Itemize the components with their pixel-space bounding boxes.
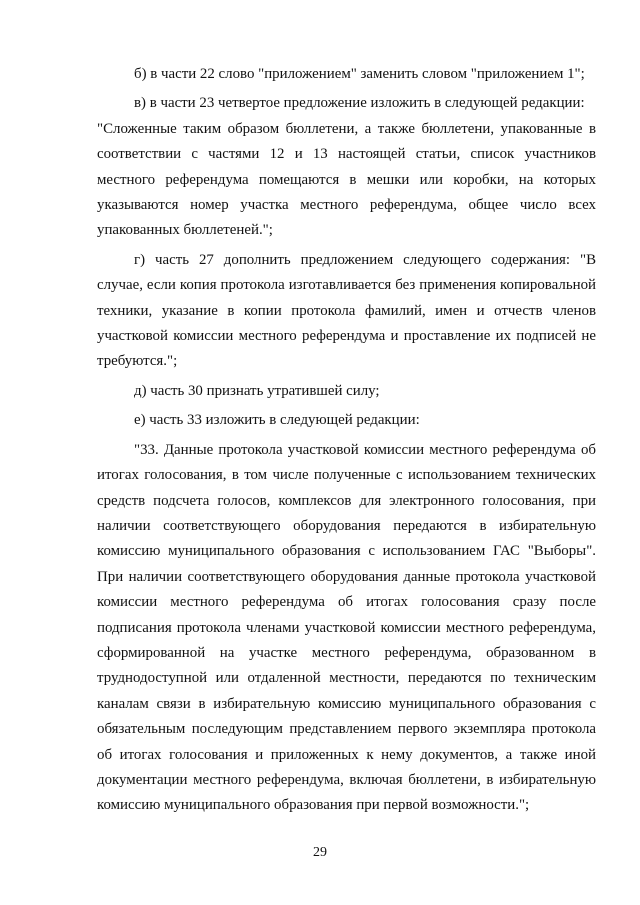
paragraph-v: в) в части 23 четвертое предложение изложить в следующей редакции: xyxy=(134,95,585,112)
paragraph-e: е) часть 33 изложить в следующей редакции: xyxy=(134,412,420,429)
paragraph-g: г) часть 27 дополнить предложением следующего содержания: "В случае, если копия протокола изготавливается без применения копировальной техники, указание в копии протокола фамилий, имен и отчеств членов участковой комиссии местного референдума и проставление их подписей не требуются."; xyxy=(97,251,596,370)
paragraph-v-quote: "Сложенные таким образом бюллетени, а также бюллетени, упакованные в соответствии с частями 12 и 13 настоящей статьи, список участников местного референдума помещаются в мешки или коробки, на которых указываются номер участка местного референдума, общее число всех упакованных бюллетеней."; xyxy=(97,120,596,239)
paragraph-b: б) в части 22 слово "приложением" заменить словом "приложением 1"; xyxy=(134,66,585,82)
document-body xyxy=(97,62,596,819)
paragraph-d: д) часть 30 признать утратившей силу; xyxy=(134,382,380,399)
paragraph-e-quote: "33. Данные протокола участковой комиссии местного референдума об итогах голосования, в том числе полученные с использованием технических средств подсчета голосов, комплексов для электронного голосования, при наличии соответствующего оборудования передаются в избирательную комиссию муниципального образования с использованием ГАС "Выборы". При наличии соответствующего оборудования данные протокола участковой комиссии местного референдума об итогах голосования сразу после подписания протокола членами участковой комиссии местного референдума, сформированной на участке местного референдума, образованном в труднодоступной или отдаленной местности, передаются по техническим каналам связи в избирательную комиссию муниципального образования с обязательным последующим представлением первого экземпляра протокола об итогах голосования и приложенных к нему документов, а также иной документации местного референдума, включая бюллетени, в избирательную комиссию муниципального образования при первой возможности."; xyxy=(97,441,596,814)
page-number: 29 xyxy=(313,845,327,860)
